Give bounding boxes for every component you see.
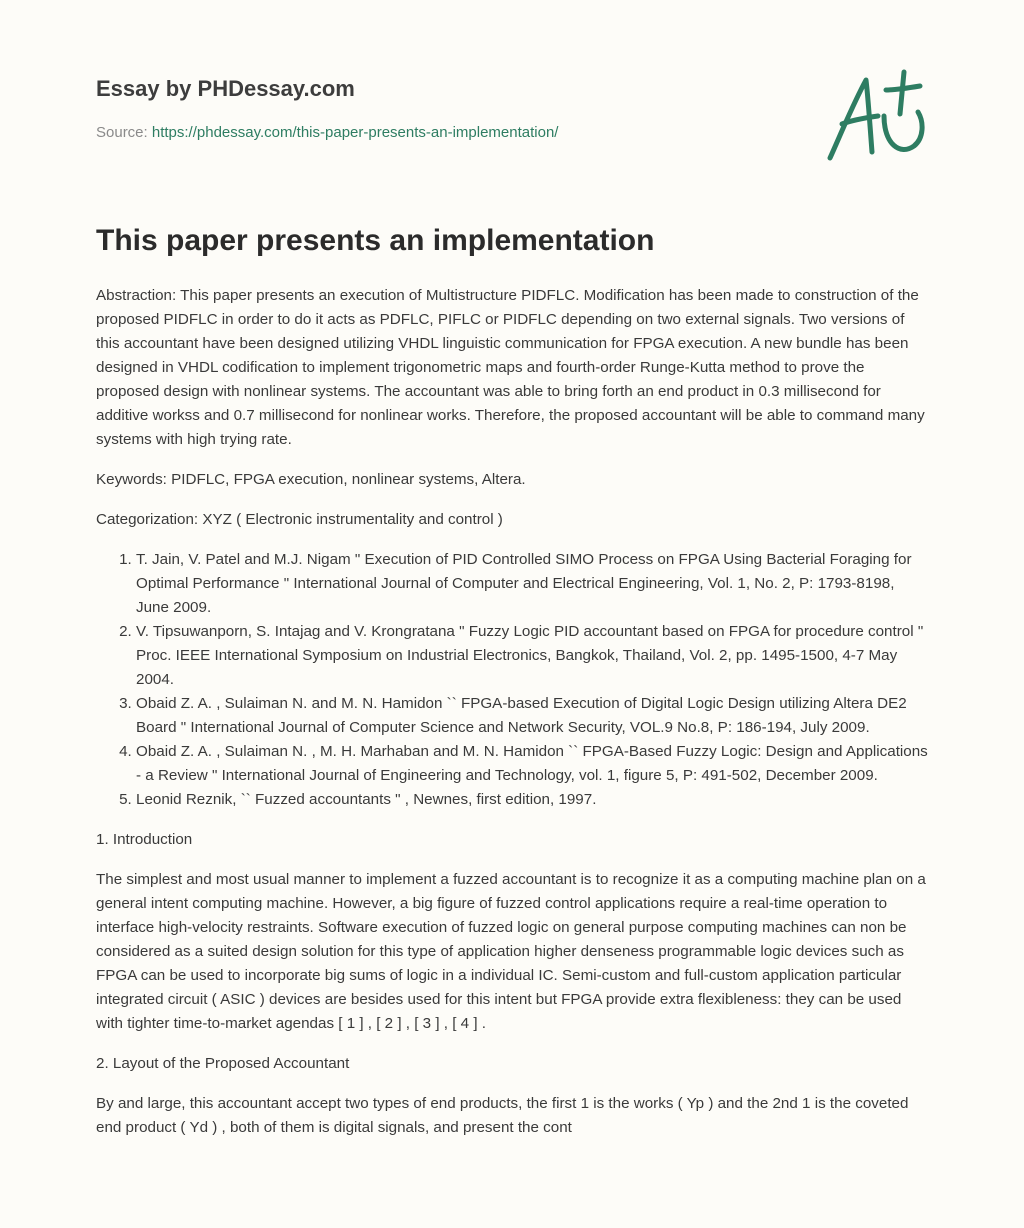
source-link[interactable]: https://phdessay.com/this-paper-presents-an-implementation/ <box>151 124 559 141</box>
reference-item: 5. Leonid Reznik, `` Fuzzed accountants " , Newnes, first edition, 1997. <box>136 788 930 812</box>
abstract-paragraph: Abstraction: This paper presents an execution of Multistructure PIDFLC. Modification has been made to construction of the proposed PIDFLC in order to do it acts as PDFLC, PIFLC or PIDFLC depending on two external signals. Two versions of this accountant have been designed utilizing VHDL linguistic communication for FPGA execution. A new bundle has been designed in VHDL codification to implement trigonometric maps and fourth-order Runge-Kutta method to prove the proposed design with nonlinear systems. The accountant was able to bring forth an end product in 0.3 millisecond for additive workss and 0.7 millisecond for nonlinear works. Therefore, the proposed accountant will be able to command many systems with high trying rate. <box>96 287 925 448</box>
reference-item: 1. T. Jain, V. Patel and M.J. Nigam " Execution of PID Controlled SIMO Process on FPGA Using Bacterial Foraging for Optimal Performance " International Journal of Computer and Electrical Engineering, Vol. 1, No. 2, P: 1793-8198, June 2009. <box>136 548 930 620</box>
reference-item: 4. Obaid Z. A. , Sulaiman N. , M. H. Marhaban and M. N. Hamidon `` FPGA-Based Fuzzy Logic: Design and Applications - a Review " International Journal of Engineering and Technology, vol. 1, figure 5, P: 491-502, December 2009. <box>136 740 930 788</box>
reference-item: 2. V. Tipsuwanporn, S. Intajag and V. Krongratana " Fuzzy Logic PID accountant based on FPGA for procedure control " Proc. IEEE International Symposium on Industrial Electronics, Bangkok, Thailand, Vol. 2, pp. 1495-1500, 4-7 May 2004. <box>136 620 930 692</box>
article-body <box>96 284 930 1156</box>
site-title: Essay by PHDessay.com <box>96 76 355 101</box>
source-label: Source: <box>96 124 148 141</box>
introduction-paragraph: The simplest and most usual manner to implement a fuzzed accountant is to recognize it as a computing machine plan on a general intent computing machine. However, a big figure of fuzzed control applications require a real-time operation to interface high-velocity restraints. Software execution of fuzzed logic on general purpose computing machines can non be considered as a suited design solution for this type of application higher denseness programmable logic devices such as FPGA can be used to incorporate big sums of logic in a individual IC. Semi-custom and full-custom application particular integrated circuit ( ASIC ) devices are besides used for this intent but FPGA provide extra flexibleness: they can be used with tighter time-to-market agendas [ 1 ] , [ 2 ] , [ 3 ] , [ 4 ] . <box>96 871 926 1032</box>
source-line <box>96 124 558 141</box>
page-title: This paper presents an implementation <box>96 224 655 257</box>
section-heading-layout: 2. Layout of the Proposed Accountant <box>96 1055 350 1072</box>
reference-item: 3. Obaid Z. A. , Sulaiman N. and M. N. Hamidon `` FPGA-based Execution of Digital Logic Design utilizing Altera DE2 Board " International Journal of Computer Science and Network Security, VOL.9 No.8, P: 186-194, July 2009. <box>136 692 930 740</box>
references-list <box>96 548 930 812</box>
categorization-paragraph: Categorization: XYZ ( Electronic instrumentality and control ) <box>96 511 503 528</box>
bottom-fade <box>0 1188 1024 1228</box>
section-heading-introduction: 1. Introduction <box>96 831 193 848</box>
keywords-paragraph: Keywords: PIDFLC, FPGA execution, nonlinear systems, Altera. <box>96 471 526 488</box>
a-plus-logo <box>820 66 930 166</box>
layout-paragraph: By and large, this accountant accept two types of end products, the first 1 is the works ( Yp ) and the 2nd 1 is the coveted end product ( Yd ) , both of them is digital signals, and present the cont <box>96 1095 909 1136</box>
